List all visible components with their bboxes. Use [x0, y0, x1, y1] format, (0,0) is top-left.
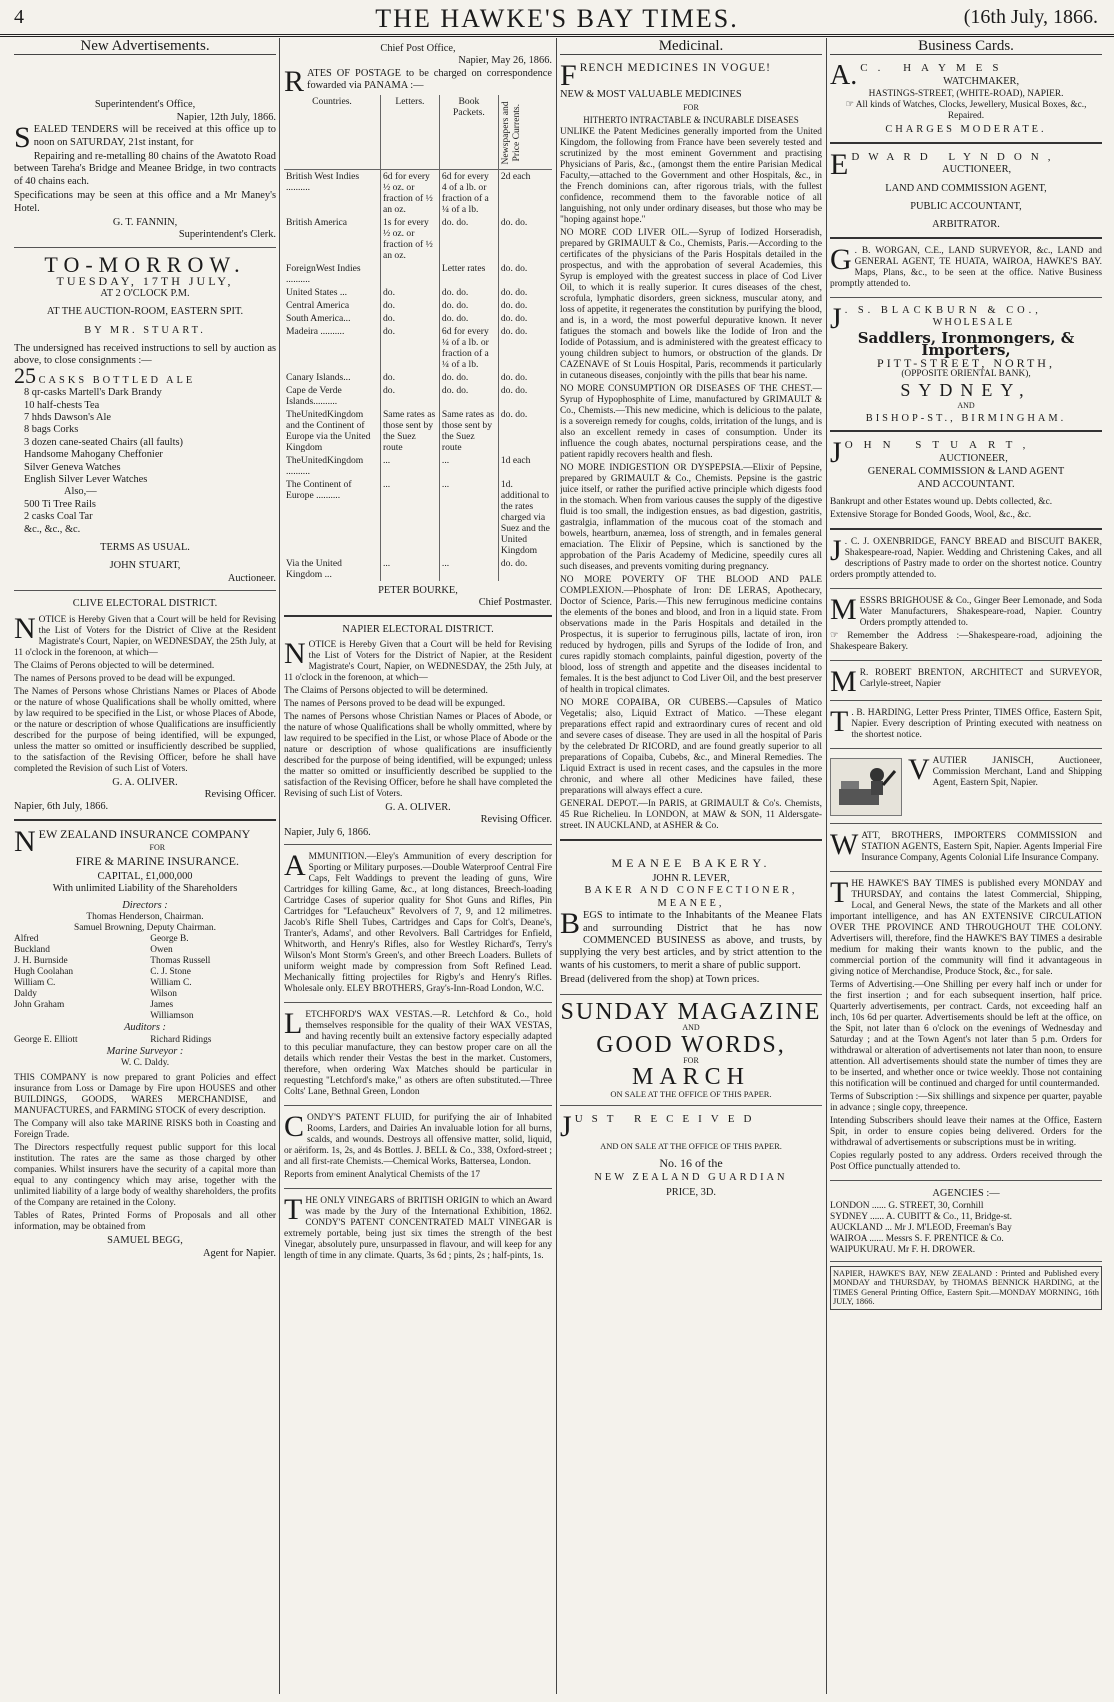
list-item: 3 dozen cane-seated Chairs (all faults) [24, 436, 183, 448]
list-item: Also,— [64, 486, 97, 498]
card-trade: Saddlers, Ironmongers, & Importers, [857, 328, 1075, 360]
card-lyndon [830, 148, 1102, 239]
auditor: George E. Elliott [14, 1034, 78, 1045]
card-brenton: M R. ROBERT BRENTON, ARCHITECT and SURVEYOR, Carlyle-street, Napier [830, 665, 1102, 701]
insurance-para: Tables of Rates, Printed Forms of Proposals and all other information, may be obtained from [14, 1211, 276, 1233]
insurance-para: THIS COMPANY is now prepared to grant Policies and effect insurance from Loss or Damage by Fire upon HOUSES and other BUILDINGS, GOODS, WARES MERCHANDISE, and MANUFACTURES, and FARMING STOCK of every description. [14, 1073, 276, 1117]
notice-para: The Claims of Perons objected to will be determined. [14, 660, 215, 671]
received-price: PRICE, 3D. [666, 1187, 716, 1199]
magazine-for: FOR [683, 1055, 699, 1065]
tender-spec: Specifications may be seen at this office and a Mr Maney's Hotel. [14, 190, 276, 214]
card-line: AUCTIONEER, [942, 164, 1012, 176]
list-item: &c., &c., &c. [24, 523, 81, 535]
lead-number: 25 [14, 362, 36, 388]
table-row: United States ... do. do. do. do. do. [284, 286, 552, 299]
condy-reports: Reports from eminent Analytical Chemists of the 17 [284, 1170, 481, 1181]
table-row: Cape de Verde Islands.......... do. do. do. do. do. [284, 384, 552, 408]
agency-row: LONDON ...... G. STREET, 30, Cornhill [830, 1200, 984, 1211]
drop-cap: R [284, 64, 305, 98]
french-for: FOR [683, 102, 699, 112]
surveyor-heading: Marine Surveyor : [106, 1045, 184, 1057]
list-item: Silver Geneva Watches [24, 461, 121, 473]
directors-list [14, 934, 276, 1022]
notice-body: NOTICE is Hereby Given that a Court will be held for Revising the List of Voters for the District of Clive at the Resident Magistrate's Court, Napier, on WEDNESDAY, the 25th July, at 11 o'clock in the forenoon, at which— [14, 611, 276, 658]
drop-cap: J [830, 301, 842, 335]
auctioneer-engraving-icon [830, 758, 902, 816]
card-watt-brothers: WATT, BROTHERS, IMPORTERS COMMISSION and STATION AGENTS, Eastern Spit, Napier. Agents Imperial Fire Insurance Company, Agents Colonial Life Insurance Company. [830, 828, 1102, 872]
bakery-owner: JOHN R. LEVER, [652, 873, 730, 885]
insurance-for: FOR [149, 843, 166, 853]
list-item: 7 hhds Dawson's Ale [24, 411, 112, 423]
section-heading-business-cards: Business Cards. [830, 40, 1102, 55]
advert-sealed-tenders [14, 59, 276, 247]
notice-date: Napier, 6th July, 1866. [14, 801, 109, 813]
notice-para: The Names of Persons whose Christians Names or Places of Abode or the nature of whose Qualifications shall be wholly omitted, where by law required to be specified in the List, or whose Places of Abode, or the nature or description of whose Qualifications are insufficiently described for the purpose of being identified, will be expunged, unless the matter so omitted or insufficiently described be supplied, to the satisfaction of the Revising Officer, before he shall have completed the Revision of such List of Voters. [14, 686, 276, 774]
surveyor: W. C. Daldy. [120, 1058, 170, 1069]
drop-cap: A. [830, 60, 858, 92]
drop-cap: B [560, 907, 581, 941]
drop-cap: J [560, 1110, 572, 1144]
medicine-para: GENERAL DEPOT.—In PARIS, at GRIMAULT & Co's. Chemists, 45 Rue Richelieu. In LONDON, at MAW & SON, 11 Aldersgate-street. IN AUCKLAND, at ASHER & Co. [560, 798, 822, 831]
drop-cap: E [830, 147, 849, 181]
card-brighouse: MESSRS BRIGHOUSE & Co., Ginger Beer Lemonade, and Soda Water Manufacturers, Shakespeare-road, Napier. Country Orders promptly attended to. ☞ Remember the Address :—Shakespeare-road, adjoining the Shakespeare Bakery. [830, 593, 1102, 661]
signatory: PETER BOURKE, [378, 584, 458, 596]
drop-cap: L [284, 1007, 303, 1041]
card-oxenbridge: J . C. J. OXENBRIDGE, FANCY BREAD and BISCUIT BAKER, Shakespeare-road, Napier. Wedding and Christening Cakes, and all descriptions of Pastry made to order on the shortest notice. Country orders promptly attended to. [830, 534, 1102, 589]
notice-para: The names of Persons whose Christian Names or Places of Abode, or the nature of whose Qualifications shall be wholly ommitted, where by law required to be specified in the List, or whose Place of Abode or the nature or description of whose qualifications are insufficiently described for the purpose of being identified, will be expunged; unless the matter so omitted or insufficiently described be supplied to the satisfaction of the Revising Officer, before he shall have completed the Revising of such List of Voters. [284, 712, 552, 800]
agencies-title: AGENCIES :— [932, 1188, 1000, 1200]
advert-ammunition: AMMUNITION.—Eley's Ammunition of every description for Sporting or Military purposes.—Double Waterproof Central Fire Caps, Felt Waddings to prevent the leading of guns, Wire Cartridges for killing Game, &c., at long distances, Breech-loading Cartridge Cases of superior quality for Shot Guns and Rifles, Pin Cartridges for "Lefaucheux" Revolvers of 7, 9, and 12 milimetres. Jacob's Rifle Shell Tubes, Cartridges and Caps for Colt's, Deane's, Tranter's, Adams', and other Revolvers. Ball Cartridges for Enfield, Whitworth, and Henry's Rifles, also for Westley Richard's, Terry's Wilson's Mont Storm's Green's, and other Breech Loaders. Bullets of uniform weight made by compression from Soft Refined Lead. Mechanically fitting projectiles for Rigby's and Henry's Rifles. Wholesale only. ELEY BROTHERS, Gray's-Inn-Road London, W.C. [284, 849, 552, 1003]
director: John Graham [14, 1000, 65, 1011]
auction-place: AT THE AUCTION-ROOM, EASTERN SPIT. [46, 306, 244, 318]
table-row: Madeira .......... do. 6d for every ¼ of a lb. or fraction of a ¼ of a lb. do. do. [284, 325, 552, 371]
drop-cap: V [908, 753, 930, 787]
table-row: ForeignWest Indies .......... Letter rates do. do. [284, 262, 552, 286]
drop-cap: F [560, 59, 577, 93]
imprint: NAPIER, HAWKE'S BAY, NEW ZEALAND : Printed and Published every MONDAY and THURSDAY, by THOMAS BENNICK HARDING, at the TIMES General Printing Office, Eastern Spit.—MONDAY MORNING, 16th JULY, 1866. [830, 1266, 1102, 1310]
card-note: Extensive Storage for Bonded Goods, Wool, &c., &c. [830, 510, 1032, 521]
signatory-role: Revising Officer. [204, 789, 276, 801]
medicine-para: NO MORE POVERTY OF THE BLOOD AND PALE COMPLEXION.—Phosphate of Iron: DE LERAS, Apothecary, Doctor of Science, Paris.—This new ferruginous medicine contains the elements of the bones and blood, and Iron in a liquid state. From observations made in the Paris Hospitals and detailed in the Prospectus, it is superior to ferruginous pills, lactate of iron, iron reduced by hydrogen, pills and Syrups of the Iodide of Iron, and cures rapidly stomach complaints, painful digestion, poverty of the blood, loss of strength and appetite and the diseases incidental to females. It is the best adjunct to Cod Liver Oil, and the best preserver of health in tropical climates. [560, 574, 822, 695]
pointing-hand-icon: ☞ [830, 631, 848, 642]
french-sub: NEW & MOST VALUABLE MEDICINES [560, 89, 742, 101]
magazine-and: AND [682, 1023, 700, 1033]
director: William C. Daldy [14, 978, 56, 1000]
card-note: Bankrupt and other Estates wound up. Debts collected, &c. [830, 497, 1053, 508]
bakery-trade: BAKER AND CONFECTIONER, [584, 885, 798, 897]
bakery-place: MEANEE, [657, 897, 725, 909]
advert-auction-tomorrow [14, 252, 276, 591]
insurance-capital: CAPITAL, £1,000,000 [97, 871, 193, 883]
column-header: Letters. [380, 95, 439, 170]
drop-cap: S [14, 121, 31, 155]
section-heading-medicinal: Medicinal. [560, 40, 822, 55]
director: William C. Wilson [150, 978, 192, 1000]
notice-title: NAPIER ELECTORAL DISTRICT. [342, 623, 494, 635]
auditor: Richard Ridings [150, 1034, 212, 1045]
card-line: WHOLESALE [932, 317, 1015, 329]
times-para: Copies regularly posted to any address. Orders received through the Post Office punctually attended to. [830, 1151, 1102, 1173]
auction-intro: The undersigned has received instructions to sell by auction as above, to close consignments :— [14, 342, 276, 367]
date-line: Napier, 12th July, 1866. [176, 111, 276, 123]
agency-row: WAIPUKURAU. Mr F. H. DROWER. [830, 1244, 976, 1255]
drop-cap: M [830, 593, 857, 627]
list-item: 8 qr-casks Martell's Dark Brandy [24, 387, 162, 399]
notice-body: NOTICE is Hereby Given that a Court will be held for Revising the List of Voters for the District of Napier, at the Resident Magistrate's Court, Napier, on WEDNESDAY, the 25th July, at 11 o'clock in the forenoon, at which— [284, 637, 552, 684]
postage-intro: RATES OF POSTAGE to be charged on correspondence fowarded via PANAMA :— [284, 64, 552, 98]
table-row: British America 1s for every ½ oz. or fraction of ½ an oz. do. do. do. do. [284, 216, 552, 262]
drop-cap: N [14, 611, 36, 645]
received-no: No. 16 of the [659, 1155, 723, 1170]
column-2 [284, 40, 552, 1273]
signatory: G. A. OLIVER. [385, 802, 451, 814]
lead-item: CASKS BOTTLED ALE [38, 374, 196, 386]
insurance-para: The Directors respectfully request public support for this local institution. The rates are the same as those charged by other companies. Whilst insurers have the security of a capital more than equal to any contingency which may arise, together with the unlimited liability of a large body of wealthy shareholders, the profits of the Company are retained in the Colony. [14, 1143, 276, 1209]
signatory-role: Superintendent's Clerk. [178, 229, 276, 241]
signatory-role: Agent for Napier. [203, 1247, 276, 1259]
drop-cap: T [830, 705, 849, 739]
medicine-para: NO MORE INDIGESTION OR DYSPEPSIA.—Elixir of Pepsine, prepared by GRIMAULT & Co., Chemists. Pepsine is the gastric juice itself, or rather the purified active principle which digests food in the stomach. When from various causes the supply of the digestive fluid is too small, the indigestion ensues, as bad digestion, gastritis, gastralgia, inflammation of the mucous coat of the stomach and bowels, heartburn, anæmea, loss of strength, and in females general emaciation. The Elixir of Pepsine, which is sanctioned by the approbation of the Paris Academy of Medicine, speedily cures all such diseases, and prevents vomiting during pregnancy. [560, 462, 822, 572]
drop-cap: T [284, 1193, 303, 1227]
agencies [830, 1185, 1102, 1261]
director: James Williamson [150, 1000, 194, 1022]
bakery-bread: Bread (delivered from the shop) at Town prices. [560, 974, 760, 986]
advert-nz-insurance [14, 825, 276, 1265]
column-1 [14, 40, 276, 1269]
advert-napier-electoral [284, 621, 552, 846]
medicine-para: NO MORE CONSUMPTION OR DISEASES OF THE CHEST.—Syrup of Hypophosphite of Lime, manufactured by GRIMAULT & Co., Chemists.—This new medicine, which is delicious to the palate, is a sovereign remedy for coughs, colds, irritation of the lungs, and is also an excellent remedy in cases of consumption. Under its influence the cough abates, nocturnal perspirations cease, and the patient rapidly recovers health and flesh. [560, 383, 822, 460]
card-name: . S. BLACKBURN & CO., [844, 304, 1042, 316]
auction-items [14, 387, 276, 536]
auction-title: TO-MORROW. [44, 251, 246, 277]
notice-hawkes-bay-times: THE HAWKE'S BAY TIMES is published every MONDAY and THURSDAY, and contains the latest Commercial, Shipping, Local, and General News, the state of the Markets and all other important intelligence, and has AN EXTENSIVE CIRCULATION OVER THE PROVINCE AND THROUGHOUT THE COLONY. Advertisers will, therefore, find the HAWKE'S BAY TIMES a desirable medium for making their wants known to the public, and the commercial portion of the community will find it advantageous in giving notice of Merchandise, Produce Stock, &c., for sale. Terms of Advertising.—One Shilling per every half inch or under for the first insertion ; and for each subsequent insertion, half price. Quarterly advertisements, per contract. Cards, not exceeding half an inch, 10s 6d per quarter. Advertisements should be left at the office, on the Spit, not later than 6 o'clock on the evenings of Wednesday and Saturday ; and at the Town Agent's not later than 5 p.m. Orders for withdrawal or alteration of advertisements not later than noon, to ensure attention. All advertisements should state the number of times they are to be inserted, and whether once or twice weekly. Those not containing this notification will be continued and charged for until countermanded. Terms of Subscription :—Six shillings and sixpence per quarter, payable in advance ; single copy, threepence. Intending Subscribers should leave their names at the Office, Eastern Spit, in order to ensure copies being delivered. Orders for the withdrawal of advertisements or subscriptions must be in writing. Copies regularly posted to any address. Orders received through the Post Office punctually attended to. [830, 876, 1102, 1181]
card-blackburn [830, 302, 1102, 432]
column-header: Newspapers and Price Currents. [498, 95, 552, 170]
list-item: 10 half-chests Tea [24, 399, 100, 411]
card-harding: T . B. HARDING, Letter Press Printer, TIMES Office, Eastern Spit, Napier. Every description of Printing executed with neatness on the shortest notice. [830, 705, 1102, 749]
list-item: 8 bags Corks [24, 424, 79, 436]
auction-day: TUESDAY, 17TH JULY, [56, 274, 234, 289]
drop-cap: A [284, 849, 306, 883]
column-4 [830, 40, 1102, 1310]
bakery-title: MEANEE BAKERY. [611, 855, 771, 870]
magazine-title-2: GOOD WORDS, [596, 1031, 786, 1058]
advert-meanee-bakery: MEANEE BAKERY. JOHN R. LEVER, BAKER AND CONFECTIONER, MEANEE, BEGS to intimate to the Inhabitants of the Meanee Flats and surrounding District that he has now COMMENCED BUSINESS as above, and trusts, by supplying the very best articles, and by strict attention to the wants of his customers, to merit a share of public support. Bread (delivered from the shop) at Town prices. [560, 845, 822, 995]
director: C. J. Stone [150, 967, 191, 978]
director: Hugh Coolahan [14, 967, 74, 978]
card-charges: CHARGES MODERATE. [885, 124, 1047, 136]
date-line: Napier, May 26, 1866. [458, 55, 552, 67]
column-rule [826, 38, 827, 1694]
tender-body: SEALED TENDERS will be received at this office up to noon on SATURDAY, 21st instant, for [14, 121, 276, 155]
directors-heading: Directors : [122, 899, 168, 911]
notice-para: The names of Persons proved to be dead will be expunged. [14, 673, 236, 684]
pointing-hand-icon: ☞ [845, 100, 856, 111]
masthead [0, 0, 1114, 37]
card-line: PUBLIC ACCOUNTANT, [910, 201, 1022, 213]
table-header-row [284, 95, 552, 170]
list-item: 500 Ti Tree Rails [24, 498, 96, 510]
table-row: Canary Islands... do. do. do. do. do. [284, 371, 552, 384]
card-haymes [830, 59, 1102, 143]
table-row: TheUnitedKingdom and the Continent of Europe via the United Kingdom Same rates as those sent by the Suez route Same rates as those sent by the Suez route do. do. [284, 408, 552, 454]
card-janisch: VAUTIER JANISCH, Auctioneer, Commission Merchant, Land and Shipping Agent, Eastern Spit, Napier. [830, 753, 1102, 824]
french-title: FRENCH MEDICINES IN VOGUE! [560, 59, 771, 93]
advert-french-medicines [560, 59, 822, 840]
director: Thomas Russell [150, 956, 211, 967]
list-item: 2 casks Coal Tar [24, 511, 93, 523]
drop-cap: G [830, 242, 852, 276]
times-para: Terms of Subscription :—Six shillings and sixpence per quarter, payable in advance ; single copy, threepence. [830, 1092, 1102, 1114]
column-header: Countries. [284, 95, 380, 170]
advert-vinegar: THE ONLY VINEGARS of BRITISH ORIGIN to which an Award was made by the Jury of the International Exhibition, 1862. CONDY'S PATENT CONCENTRATED MALT VINEGAR is extremely portable, being just six times the strength of the best Vinegar, absolutely pure, unsurpassed in flavour, and will keep for any length of time in any climate. Quarts, 3s 6d ; pints, 2s ; half-pints, 1s. [284, 1193, 552, 1262]
magazine-month: MARCH [631, 1064, 751, 1091]
medicine-para: NO MORE COPAIBA, OR CUBEBS.—Capsules of Matico Vegetalis; also, Liquid Extract of Matico. —These elegant preparations effect rapid and extraordinary cures of recent and old and severe cases of disease. They are used in all the hospital of Paris by the celebrated Dr RICORD, and are found greatly superior to all preparations of Copaiba, Cubebs, &c., and Mineral Remedies. The Liquid Extract is used in recent cases, and the capsules in the more chronic, and where all other Medicines have failed, these preparations will always effect a cure. [560, 697, 822, 796]
column-3 [560, 40, 822, 1209]
card-name: DWARD LYNDON, [851, 150, 1060, 163]
auditors-heading: Auditors : [124, 1022, 166, 1034]
magazine-title: SUNDAY MAGAZINE [560, 998, 822, 1025]
agency-row: AUCKLAND ... Mr J. M'LEOD, Freeman's Bay [830, 1222, 1012, 1233]
card-line: PITT-STREET, NORTH, [877, 355, 1055, 370]
advert-sunday-magazine [560, 999, 822, 1106]
notice-title: CLIVE ELECTORAL DISTRICT. [72, 598, 218, 610]
card-address: HASTINGS-STREET, (WHITE-ROAD), NAPIER. [868, 89, 1064, 100]
list-item: Handsome Mahogany Cheffonier [24, 449, 163, 461]
postage-table [284, 95, 552, 581]
auction-by: BY MR. STUART. [84, 324, 206, 336]
table-row: Central America do. do. do. do. do. [284, 299, 552, 312]
column-rule [279, 38, 280, 1694]
received-sub: AND ON SALE AT THE OFFICE OF THIS PAPER. [600, 1141, 782, 1152]
received-title: JUST RECEIVED [560, 1110, 761, 1144]
medicine-para: NO MORE COD LIVER OIL.—Syrup of Iodized Horseradish, prepared by GRIMAULT & Co., Chemists, Paris.—According to the certificates of the physicians of the Paris Hospitals detailed in the prospectus, and with the approbation of several Academies, this Syrup is employed with the greatest success in place of Cod Liver Oil, to which it is really superior. It cures diseases of the chest, scrofula, lymphatic disorders, green sickness, muscular atony, and loss of appetite, it regenerates the constitution by purifying the blood, and is, in a word, the most powerful depurative known. It never fatigues the stomach and bowels like the Iodide of Iron and the Iodide of Potassium, and is administered with the greatest efficacy to young children subject to humors, or obstruction of the glands. Dr CAZENAVE of St Louis Hospital, Paris, recommends it particularly in cutaneous diseases, conjointly with the pills that bear his name. [560, 227, 822, 381]
drop-cap: N [284, 637, 306, 671]
chairman: Thomas Henderson, Chairman. [86, 912, 204, 923]
signatory-role: Chief Postmaster. [478, 597, 552, 609]
card-name: OHN STUART, [844, 439, 1037, 452]
card-line: ARBITRATOR. [932, 219, 1000, 231]
auction-lead [14, 362, 276, 388]
card-line: AND ACCOUNTANT. [917, 478, 1015, 490]
issue-date: (16th July, 1866. [963, 6, 1098, 28]
medicine-para: UNLIKE the Patent Medicines generally imported from the United Kingdom, the following from France have been severely tested and scrutinized by the most eminent Government and practising Physicians of Paris, &c., (amongst them the entire Parisian Medical Faculty,—attached to the Government and other Hospitals, &c., in the French dominions can, after rigorous trials, with the fullest confidence, recommend them to the favorable notice of all languishing, not only under ordinary diseases, but those who may be "hoping against hope." [560, 126, 822, 225]
table-row: Via the United Kingdom ... ... ... do. do. [284, 557, 552, 581]
table-row: TheUnitedKingdom .......... ... ... 1d each [284, 454, 552, 478]
times-para: Intending Subscribers should leave their names at the Office, Eastern Spit, in order to ensure copies being delivered. Orders for the withdrawal of advertisements or subscriptions must be in writing. [830, 1116, 1102, 1149]
signatory: G. T. FANNIN, [112, 217, 178, 229]
drop-cap: N [14, 824, 36, 858]
agency-row: SYDNEY ...... A. CUBITT & Co., 11, Bridge-st. [830, 1211, 1012, 1222]
insurance-liability: With unlimited Liability of the Shareholders [52, 883, 238, 895]
drop-cap: C [284, 1110, 305, 1144]
table-row: British West Indies .......... 6d for every ½ oz. or fraction of ½ an oz. 6d for every 4 of a lb. or fraction of a ¼ of a lb. 2d each [284, 169, 552, 216]
insurance-para: The Company will also take MARINE RISKS both in Coasting and Foreign Trade. [14, 1119, 276, 1141]
notice-para: The names of Persons proved to be dead will be expunged. [284, 699, 506, 710]
office-line: Superintendent's Office, [94, 99, 196, 111]
advert-clive-electoral [14, 595, 276, 821]
card-line: GENERAL COMMISSION & LAND AGENT [867, 466, 1065, 478]
signatory: G. A. OLIVER. [112, 776, 178, 788]
card-line: (OPPOSITE ORIENTAL BANK), [901, 369, 1031, 380]
column-rule [556, 38, 557, 1694]
drop-cap: W [830, 828, 859, 862]
card-note: ☞ Remember the Address :—Shakespeare-road, adjoining the Shakespeare Bakery. [830, 631, 1102, 653]
page-number: 4 [14, 6, 24, 28]
director: J. H. Burnside [14, 956, 68, 967]
magazine-sale: ON SALE AT THE OFFICE OF THIS PAPER. [610, 1088, 772, 1099]
insurance-title: NEW ZEALAND INSURANCE COMPANY [14, 824, 251, 858]
agency-row: WAIROA ...... Messrs S. F. PRENTICE & Co. [830, 1233, 1004, 1244]
section-heading-new-advertisements: New Advertisements. [14, 40, 276, 55]
notice-date: Napier, July 6, 1866. [284, 826, 371, 838]
card-and: AND [957, 401, 975, 411]
column-header: Book Packets. [439, 95, 498, 170]
signatory: JOHN STUART, [109, 560, 181, 572]
signatory-role: Auctioneer. [227, 572, 276, 584]
notice-para: The Claims of Persons objected to will be determined. [284, 686, 488, 697]
office-line: Chief Post Office, [380, 43, 456, 54]
director: George B. Owen [150, 934, 189, 956]
drop-cap: J [830, 534, 842, 568]
card-john-stuart [830, 436, 1102, 530]
auditors [14, 1035, 276, 1046]
card-worgan: G . B. WORGAN, C.E., LAND SURVEYOR, &c., LAND and GENERAL AGENT, TE HUATA, WAIROA, HAWKE'S BAY. Maps, Plans, &c., to be seen at the office. Native Business promptly attended to. [830, 243, 1102, 298]
insurance-sub: FIRE & MARINE INSURANCE. [75, 853, 239, 868]
advert-just-received [560, 1110, 822, 1205]
table-row: The Continent of Europe .......... ... ... 1d. additional to the rates charged via Suez and the United Kingdom [284, 478, 552, 557]
french-sub2: HITHERTO INTRACTABLE & INCURABLE DISEASES [583, 115, 799, 126]
signatory: SAMUEL BEGG, [107, 1235, 183, 1247]
card-city: SYDNEY, [900, 380, 1032, 401]
advert-postage-rates [284, 40, 552, 617]
advert-condy-fluid: CONDY'S PATENT FLUID, for purifying the air of Inhabited Rooms, Larders, and Dairies An invaluable lotion for all burns, scalds, and wounds. Destroys all offensive matter, solid, liquid, or aëriform. 1s, 2s, and 4s Bottles. J. BELL & Co., 338, Oxford-street ; and all first-rate Chemists.—Chemical Works, Battersea, London. Reports from eminent Analytical Chemists of the 17 [284, 1110, 552, 1189]
drop-cap: T [830, 876, 849, 910]
director: Alfred Buckland [14, 934, 50, 956]
deputy-chairman: Samuel Browning, Deputy Chairman. [74, 923, 216, 934]
drop-cap: M [830, 665, 857, 699]
advert-letchford: LETCHFORD'S WAX VESTAS.—R. Letchford & Co., hold themselves responsible for the quality of their WAX VESTAS, and having recently built an extensive factory especially adapted to this peculiar manufacture, they can bestow proper care on all the details which render their Vestas the best in the market. Customers, therefore, when ordering Wax Matches should be particular in requesting "Letchford's make," as others are often substituted.—Three Colts' Lane, Bethnal Green, London [284, 1007, 552, 1106]
card-trade: WATCHMAKER, [943, 75, 1020, 87]
auction-terms: TERMS AS USUAL. [100, 542, 190, 553]
signatory-role: Revising Officer. [480, 814, 552, 826]
times-para: Terms of Advertising.—One Shilling per every half inch or under for the first insertion ; and for each subsequent insertion, half price. Quarterly advertisements, per contract. Cards, not exceeding half an inch, 10s 6d per quarter. Advertisements should be left at the office, on the Spit, not later than 6 o'clock on the evenings of Wednesday and Saturday ; and at the Town Agent's not later than 5 p.m. Orders for withdrawal or alteration of advertisements not later than noon, to ensure attention. All advertisements should state the number of times they are to be inserted, and whether once or twice weekly. Those not containing this notification will be continued and charged for until countermanded. [830, 980, 1102, 1090]
tender-work: Repairing and re-metalling 80 chains of the Awatoto Road between Tareha's Bridge and Meanee Bridge, in two contracts of 40 chains each. [14, 151, 276, 187]
drop-cap: J [830, 436, 842, 470]
newspaper-title: THE HAWKE'S BAY TIMES. [375, 4, 739, 33]
card-note: ☞ All kinds of Watches, Clocks, Jewellery, Musical Boxes, &c., Repaired. [845, 100, 1087, 122]
card-name: C. HAYMES [860, 62, 1009, 75]
card-line: AUCTIONEER, [938, 452, 1008, 464]
card-line: LAND AND COMMISSION AGENT, [885, 182, 1047, 194]
list-item: English Silver Lever Watches [24, 473, 148, 485]
card-line: BISHOP-ST., BIRMINGHAM. [865, 412, 1067, 424]
received-paper: NEW ZEALAND GUARDIAN [594, 1171, 788, 1183]
table-row: South America... do. do. do. do. do. [284, 312, 552, 325]
auction-time: AT 2 O'CLOCK P.M. [100, 287, 190, 299]
